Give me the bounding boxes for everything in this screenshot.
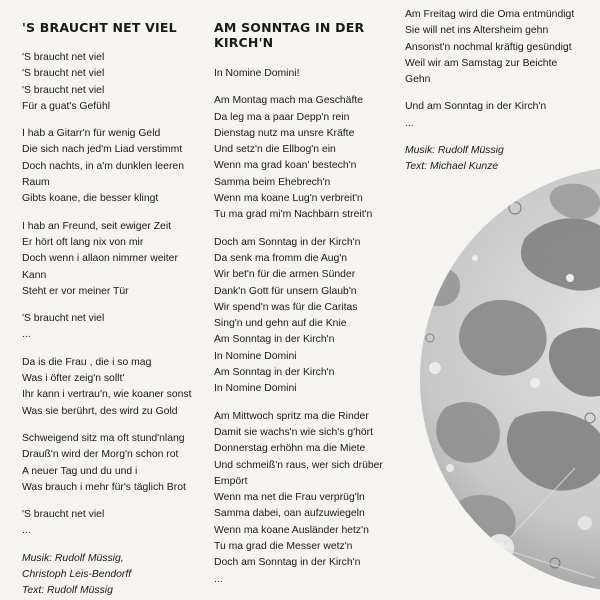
stanza [405, 7, 595, 88]
song2-title [214, 20, 399, 50]
lyric-line: Kann [22, 269, 47, 281]
lyric-line: Und schmeiß'n raus, wer sich drüber [214, 459, 383, 471]
lyric-line: Drauß'n wird der Morg'n schon rot [22, 449, 179, 461]
song2-continued-lyrics [405, 7, 595, 132]
song2-title-line: AM SONNTAG IN DER [214, 20, 365, 35]
song1-credits [22, 551, 207, 600]
song1-title: 'S BRAUCHT NET VIEL [22, 20, 177, 35]
credit-line: Christoph Leis-Bendorff [22, 569, 132, 581]
lyric-line: Donnerstag erhöhn ma die Miete [214, 443, 366, 455]
moon-body [415, 168, 600, 591]
lyric-line: Tu ma grad mi'm Nachbarn streit'n [214, 209, 373, 221]
lyric-line: Wir spend'n was für die Caritas [214, 301, 358, 313]
lyric-line: Raum [22, 177, 50, 189]
stanza [22, 431, 207, 496]
credit-line: Text: Michael Kunze [405, 161, 499, 173]
lyric-line: Für a guat's Gefühl [22, 100, 111, 112]
lyric-line: Wenn ma net die Frau verprüg'ln [214, 492, 365, 504]
song2-continued-column [405, 0, 595, 176]
credit-line: Text: Rudolf Müssig [22, 585, 113, 597]
lyric-line: Doch am Sonntag in der Kirch'n [214, 236, 361, 248]
stanza [214, 409, 399, 588]
song1-column [22, 0, 207, 600]
stanza [22, 126, 207, 207]
lyric-line: I hab a Gitarr'n für wenig Geld [22, 128, 161, 140]
credit-line: Musik: Rudolf Müssig, [22, 552, 124, 564]
lyric-line: Wenn ma koane Ausländer hetz'n [214, 524, 369, 536]
song2-column [214, 0, 399, 599]
lyric-line: In Nomine Domini [214, 350, 297, 362]
lyric-line: 'S braucht net viel [22, 509, 105, 521]
lyric-line: 'S braucht net viel [22, 84, 105, 96]
lyric-line: Empört [214, 475, 248, 487]
stanza [22, 219, 207, 300]
lyric-line: Ihr kann i vertrau'n, wie koaner sonst [22, 389, 192, 401]
stanza [214, 66, 399, 82]
lyric-line: In Nomine Domini [214, 383, 297, 395]
lyric-line: 'S braucht net viel [22, 68, 105, 80]
stanza [22, 311, 207, 344]
lyric-line: Ansonst'n nochmal kräftig gesündigt [405, 41, 572, 53]
lyric-line: Da senk ma fromm die Aug'n [214, 252, 348, 264]
stanza [22, 355, 207, 420]
lyric-line: Was i öfter zeig'n sollt' [22, 373, 125, 385]
lyric-line: Gehn [405, 74, 431, 86]
lyric-line: Am Sonntag in der Kirch'n [214, 367, 335, 379]
lyric-line: Dank'n Gott für unsern Glaub'n [214, 285, 357, 297]
lyric-line: Am Freitag wird die Oma entmündigt [405, 9, 575, 20]
lyric-line: Und am Sonntag in der Kirch'n [405, 101, 547, 113]
lyric-line: Er hört oft lang nix von mir [22, 236, 144, 248]
lyric-line: Am Montag mach ma Geschäfte [214, 95, 363, 107]
stanza [22, 50, 207, 115]
lyric-line: Am Mittwoch spritz ma die Rinder [214, 410, 369, 422]
lyric-line: Doch nachts, in a'm dunklen leeren [22, 160, 184, 172]
lyric-line: Die sich nach jed'm Liad verstimmt [22, 144, 183, 156]
lyric-line: Damit sie wachs'n wie sich's g'hört [214, 426, 373, 438]
credit-line: Musik: Rudolf Müssig [405, 145, 504, 157]
lyric-line: Da leg ma a paar Depp'n rein [214, 111, 350, 123]
lyric-line: Doch am Sonntag in der Kirch'n [214, 557, 361, 569]
stanza [214, 235, 399, 398]
lyric-line: Samma dabei, oan aufzuwiegeln [214, 508, 365, 520]
lyric-line: Am Sonntag in der Kirch'n [214, 334, 335, 346]
lyric-line: Samma beim Ehebrech'n [214, 176, 331, 188]
lyric-line: Schweigend sitz ma oft stund'nlang [22, 432, 185, 444]
lyric-line: Dienstag nutz ma unsre Kräfte [214, 127, 355, 139]
stanza [22, 507, 207, 540]
lyric-line: Tu ma grad die Messer wetz'n [214, 541, 353, 553]
song1-lyrics [22, 50, 207, 540]
lyric-line: Gibts koane, die besser klingt [22, 193, 159, 205]
lyric-line: Steht er vor meiner Tür [22, 285, 129, 297]
stanza [214, 93, 399, 223]
lyric-line: ... [22, 525, 31, 537]
lyric-line: Wenn ma koane Lug'n verbreit'n [214, 193, 363, 205]
lyric-line: I hab an Freund, seit ewiger Zeit [22, 220, 172, 232]
lyric-line: Sing'n und gehn auf die Knie [214, 318, 347, 330]
lyric-line: Wenn ma grad koan' bestech'n [214, 160, 357, 172]
lyric-line: ... [22, 329, 31, 341]
lyric-line: Was sie berührt, des wird zu Gold [22, 405, 178, 417]
lyric-line: ... [214, 573, 223, 585]
song2-title-line: KIRCH'N [214, 35, 274, 50]
lyric-line: Und setz'n die Ellbog'n ein [214, 144, 336, 156]
song2-lyrics [214, 66, 399, 588]
lyric-line: In Nomine Domini! [214, 68, 300, 79]
lyric-line: Wir bet'n für die armen Sünder [214, 269, 356, 281]
lyric-line: Was brauch i mehr für's täglich Brot [22, 481, 186, 493]
full-moon-illustration [405, 168, 600, 591]
lyric-line: ... [405, 117, 414, 129]
lyric-line: 'S braucht net viel [22, 52, 105, 63]
lyric-line: Weil wir am Samstag zur Beichte [405, 57, 558, 69]
lyric-line: Sie will net ins Altersheim gehn [405, 25, 549, 37]
lyric-line: 'S braucht net viel [22, 313, 105, 325]
stanza [405, 99, 595, 132]
lyric-line: Doch wenn i allaon nimmer weiter [22, 253, 178, 265]
lyric-line: A neuer Tag und du und i [22, 465, 138, 477]
lyric-line: Da is die Frau , die i so mag [22, 356, 152, 368]
